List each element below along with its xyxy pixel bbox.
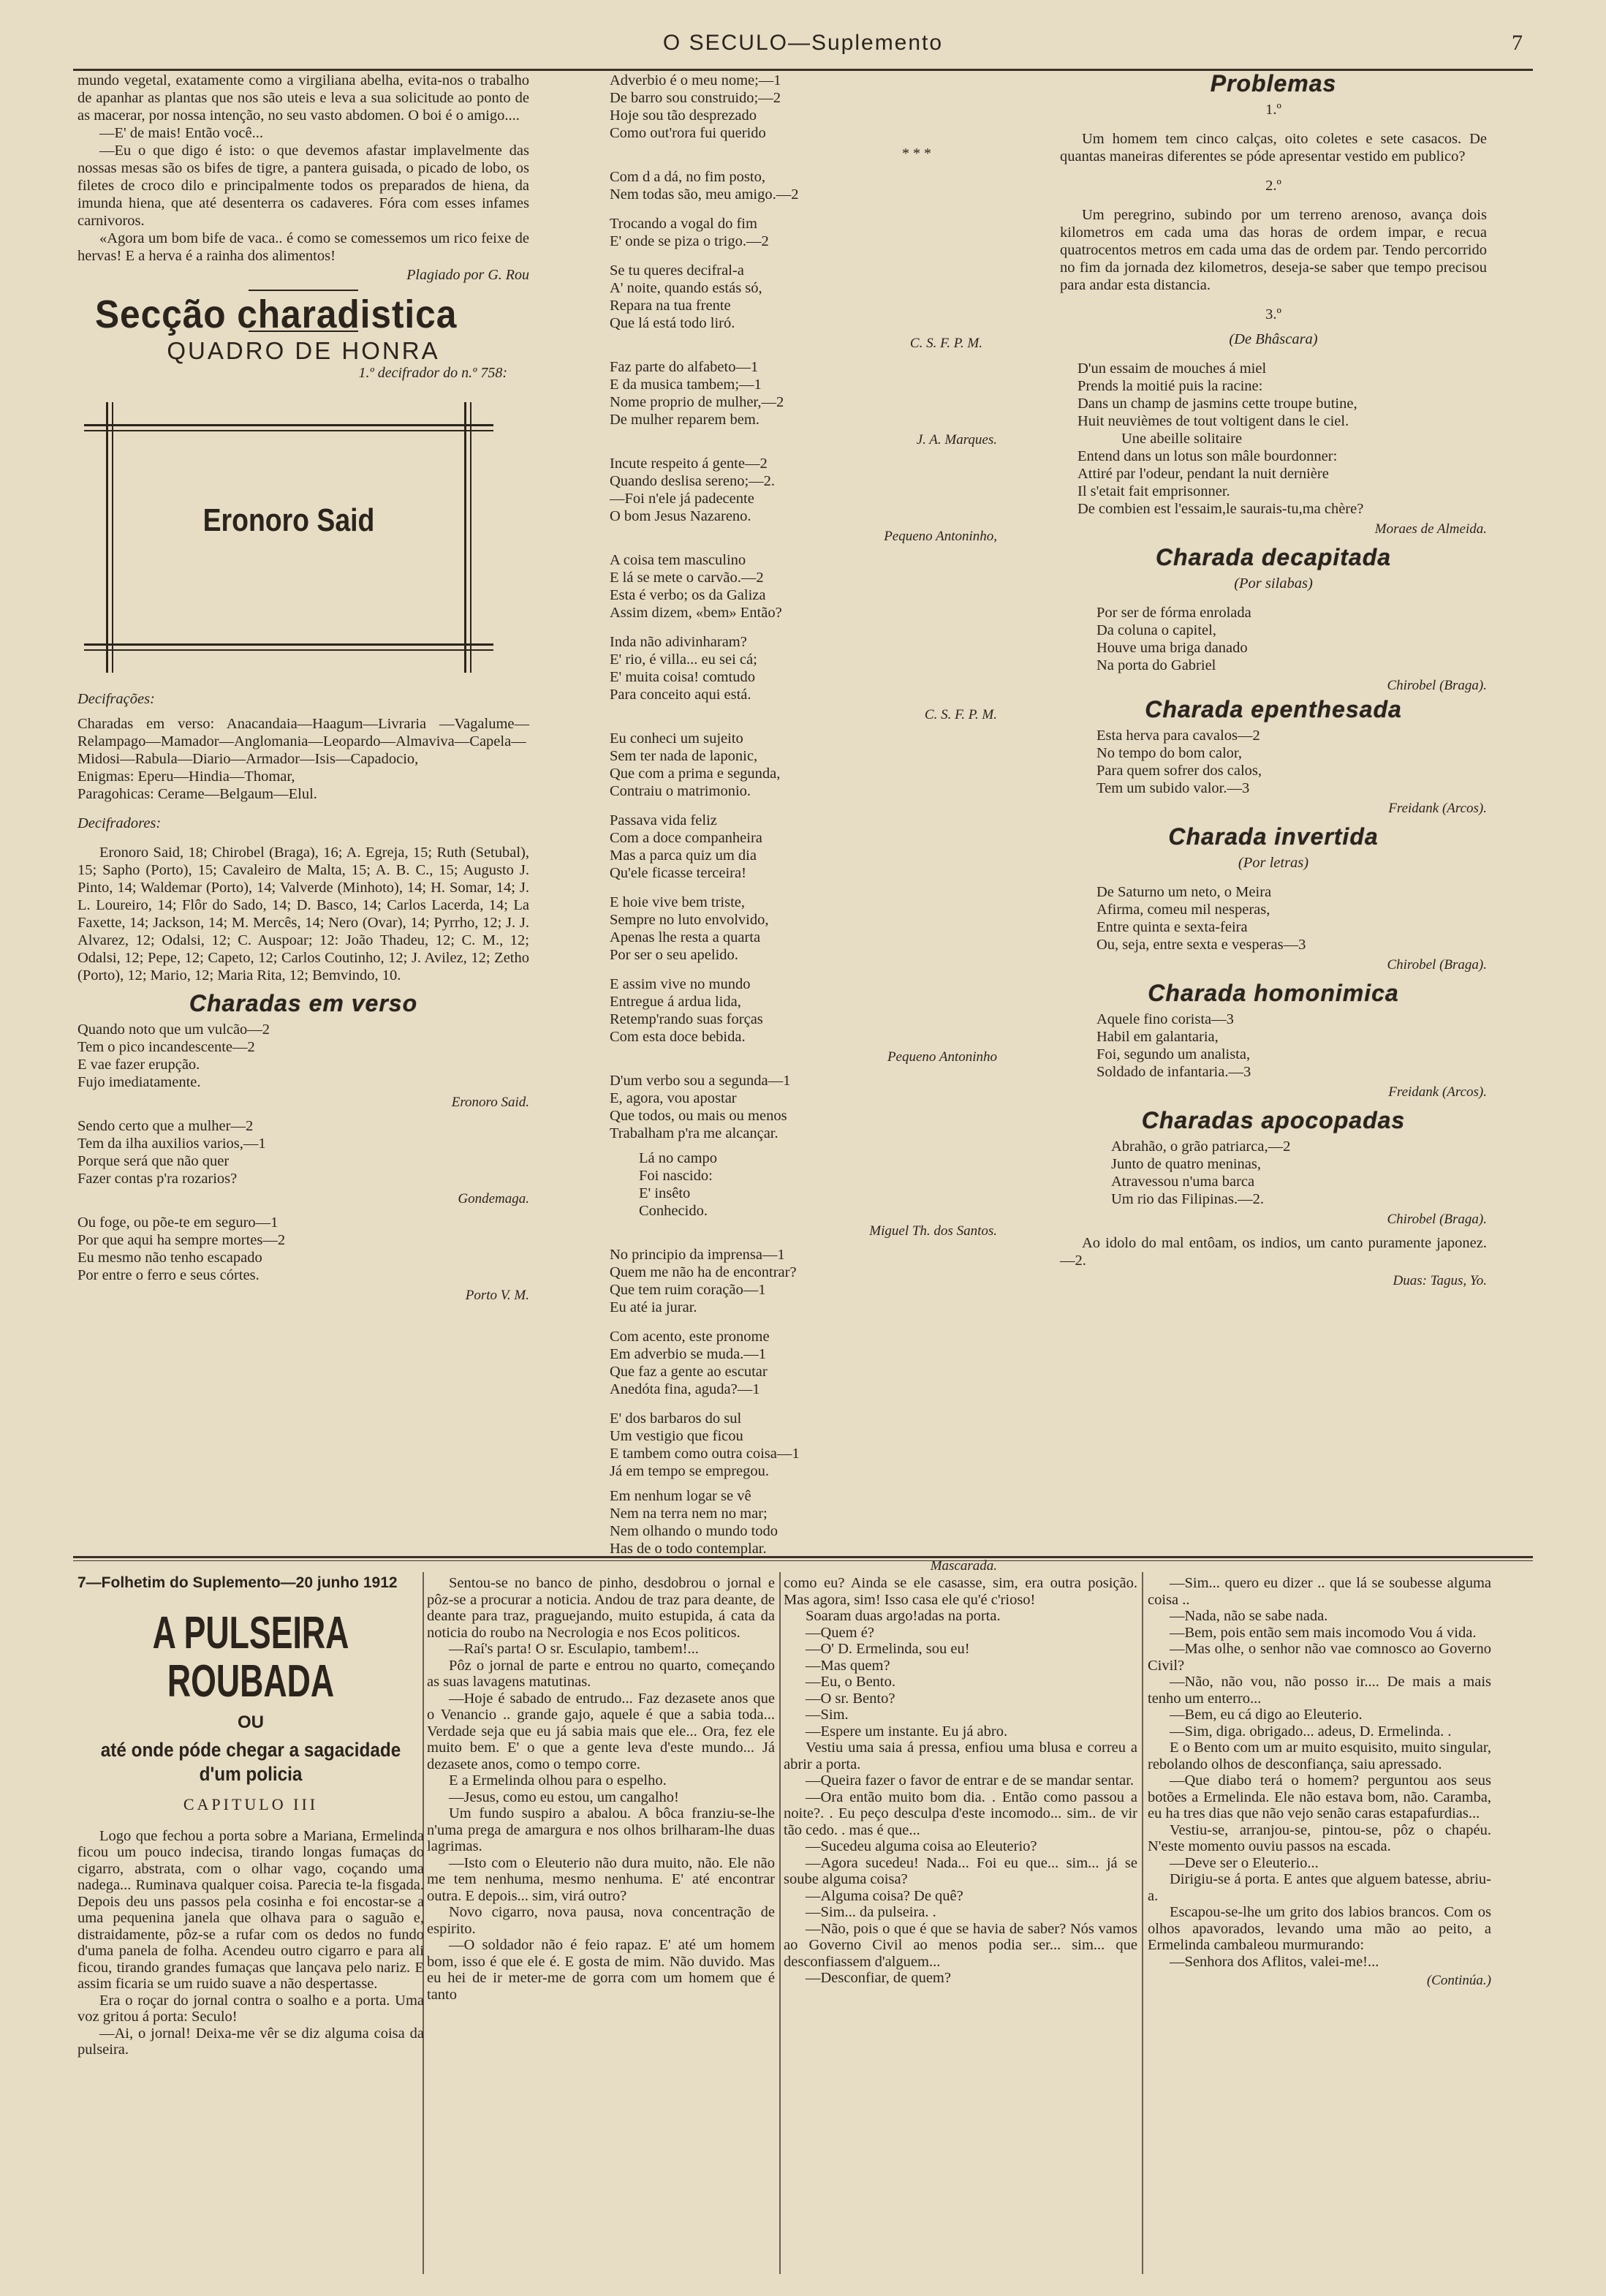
story-paragraph: —Sim... da pulseira. . xyxy=(806,1904,936,1920)
decifracoes-line: Enigmas: Eperu—Hindia—Thomar, xyxy=(77,769,295,785)
verse-signature: C. S. F. P. M. xyxy=(909,336,982,351)
epenthesada-title: Charada epenthesada xyxy=(1145,696,1402,722)
verse-line: Nem todas são, meu amigo.—2 xyxy=(610,186,799,203)
verse-signature: Eronoro Said. xyxy=(451,1095,529,1110)
story-paragraph: Era o roçar do jornal contra o soalho e a porta. Uma voz gritou á porta: Seculo! xyxy=(77,1992,424,2025)
verse-line: D'um verbo sou a segunda—1 xyxy=(610,1073,791,1089)
verse-line: Entend dans un lotus son mâle bourdonner: xyxy=(1077,448,1338,464)
verse-line: Quando noto que um vulcão—2 xyxy=(77,1022,270,1038)
verse-line: Huit neuvièmes de tout voltigent dans le ciel. xyxy=(1077,413,1349,429)
column-1 xyxy=(77,72,529,1310)
story-paragraph: Soaram duas argo!adas na porta. xyxy=(806,1608,1001,1624)
story-paragraph: Novo cigarro, nova pausa, nova concentração de espirito. xyxy=(427,1904,775,1937)
honor-name: Eronoro Said xyxy=(202,502,375,538)
story-paragraph: —Mas olhe, o senhor não vae comnosco ao Governo Civil? xyxy=(1148,1641,1491,1674)
verse-line: Por ser de fórma enrolada xyxy=(1096,605,1251,621)
decifradores-list: Eronoro Said, 18; Chirobel (Braga), 16; A. Egreja, 15; Ruth (Setubal), 15; Sapho (Porto), 15; Cavaleiro de Malta, 15; A. B. C., 15; Augusto J. Pinto, 14; Waldemar (Porto), 14; Valverde (Minhoto), 14; H. Somar, 14; J. L. Loureiro, 14; Flôr do Sado, 14; D. Basco, 14; Carlos Lacerda, 14; La Faxette, 14; Jackson, 14; M. Mercês, 14; Nero (Ovar), 14; Pyrrho, 12; J. J. Alvarez, 12; Odalsi, 12; C. Auspoar; 12: João Thadeu, 12; C. M., 12; Odalsi, 12; Pepe, 12; Capeto, 12; Carlos Coutinho, 12; J. Avilez, 12; Zetho (Porto), 12; Mario, 12; Maria Rita, 12; Bemvindo, 10. xyxy=(77,845,529,983)
story-paragraph: —Bem, pois então sem mais incomodo Vou á vida. xyxy=(1170,1624,1477,1641)
verse-line: Aquele fino corista—3 xyxy=(1096,1011,1234,1027)
story-paragraph: —Eu, o Bento. xyxy=(806,1674,895,1690)
verse-line: E vae fazer erupção. xyxy=(77,1057,200,1073)
story-paragraph: —Sim... quero eu dizer .. que lá se soubesse alguma coisa .. xyxy=(1148,1575,1491,1608)
problem-number: 1.º xyxy=(1265,102,1281,118)
verse-line: Para quem sofrer dos calos, xyxy=(1096,763,1262,779)
story-paragraph: —Mas quem? xyxy=(806,1657,890,1674)
verse-line: Junto de quatro meninas, xyxy=(1111,1156,1261,1172)
verse-line: Qu'ele ficasse terceira! xyxy=(610,865,746,881)
folhetim-header: 7—Folhetim do Suplemento—20 junho 1912 xyxy=(77,1574,398,1591)
story-paragraph: —Não, pois o que é que se havia de saber? Nós vamos ao Governo Civil ao menos podia ser... sim... que desconfiassem d'alguem... xyxy=(784,1920,1137,1970)
intro-paragraph: mundo vegetal, exatamente como a virgiliana abelha, evita-nos o trabalho de apanhar as plantas que nos são uteis e leva a sua solicitude ao ponto de as macerar, por nossa intenção, no seu vasto abdomen. O boi é o amigo.... xyxy=(77,72,529,124)
story-paragraph: como eu? Ainda se ele casasse, sim, era outra posição. Mas agora, sim! Isso casa ele qu'é c'rioso! xyxy=(784,1575,1137,1608)
verse-line: D'un essaim de mouches á miel xyxy=(1077,360,1267,377)
verse-line: Entre quinta e sexta-feira xyxy=(1096,919,1248,935)
verse-line: Hoje sou tão desprezado xyxy=(610,107,757,124)
decifracoes-line: Charadas em verso: Anacandaia—Haagum—Livraria —Vagalume—Relampago—Mamador—Anglomania—Leopardo—Almaviva—Capela—Midosi—Rabula—Diario—Armador—Isis—Capadocio, xyxy=(77,716,529,767)
invertida-title: Charada invertida xyxy=(1168,823,1379,850)
honor-frame xyxy=(84,402,493,673)
verse-signature: Mascarada. xyxy=(930,1558,997,1574)
verse-line: E' onde se piza o trigo.—2 xyxy=(610,233,769,249)
verse-signature: J. A. Marques. xyxy=(916,432,997,448)
verse-line: Nome proprio de mulher,—2 xyxy=(610,394,784,410)
verse-line: Por ser o seu apelido. xyxy=(610,947,738,963)
verse-line: Quando deslisa sereno;—2. xyxy=(610,473,776,489)
story-paragraph: —O sr. Bento? xyxy=(806,1690,895,1707)
verse-signature: Chirobel (Braga). xyxy=(1387,678,1487,693)
verse-line: A coisa tem masculino xyxy=(610,552,746,568)
verse-line: Mas a parca quiz um dia xyxy=(610,847,757,864)
verse-line: Afirma, comeu mil nesperas, xyxy=(1096,902,1270,918)
problem-number: 2.º xyxy=(1265,178,1281,194)
verse-line: Fazer contas p'ra rozarios? xyxy=(77,1171,238,1187)
verse-line: Se tu queres decifral-a xyxy=(610,263,744,279)
story-paragraph: —Agora sucedeu! Nada... Foi eu que... sim... já se soube alguma coisa? xyxy=(784,1854,1137,1887)
verse-line: Abrahão, o grão patriarca,—2 xyxy=(1111,1138,1291,1155)
verse-line: Adverbio é o meu nome;—1 xyxy=(610,72,781,88)
story-paragraph: —Bem, eu cá digo ao Eleuterio. xyxy=(1170,1707,1363,1723)
verse-line: Nem na terra nem no mar; xyxy=(610,1506,768,1522)
verse-signature: Chirobel (Braga). xyxy=(1387,957,1487,973)
intro-paragraph: «Agora um bom bife de vaca.. é como se comessemos um rico feixe de hervas! E a herva é a rainha dos alimentos! xyxy=(77,230,529,264)
verse-line: Com esta doce bebida. xyxy=(610,1029,746,1045)
story-paragraph: E o Bento com um ar muito esquisito, muito singular, rebolando olhos de desconfiança, saiu apressado. xyxy=(1148,1740,1491,1772)
verse-line: Habil em galantaria, xyxy=(1096,1029,1219,1045)
verse-line: —Foi n'ele já padecente xyxy=(610,491,754,507)
story-subtitle: até onde póde chegar a sagacidade d'um policia xyxy=(100,1739,401,1785)
story-paragraph: —Desconfiar, de quem? xyxy=(806,1970,951,1986)
intro-signature: Plagiado por G. Rou xyxy=(406,267,529,283)
verse-line: E da musica tambem;—1 xyxy=(610,377,762,393)
verse-line: Inda não adivinharam? xyxy=(610,634,747,650)
story-paragraph: Sentou-se no banco de pinho, desdobrou o jornal e pôz-se a procurar a noticia. Andou de traz para deante, de deante para traz, praguejando, muito estupida, á cata da noticia do roubo na Necrologia e nos Ecos politicos. xyxy=(427,1575,775,1641)
verse-line: E' insêto xyxy=(639,1185,691,1201)
verse-line: Nem olhando o mundo todo xyxy=(610,1523,779,1539)
verse-line: Soldado de infantaria.—3 xyxy=(1096,1064,1251,1080)
page-title: O SECULO—Suplemento xyxy=(662,31,944,55)
verse-signature: Chirobel (Braga). xyxy=(1387,1212,1487,1227)
decifracoes-label: Decifrações: xyxy=(77,691,155,707)
verse-line: Anedóta fina, aguda?—1 xyxy=(610,1381,760,1397)
verse-line: Tem da ilha auxilios varios,—1 xyxy=(77,1136,266,1152)
verse-line: Apenas lhe resta a quarta xyxy=(610,929,761,945)
verse-line: Na porta do Gabriel xyxy=(1096,657,1216,673)
verse-line: Ou foge, ou põe-te em seguro—1 xyxy=(77,1215,279,1231)
verse-signature: Duas: Tagus, Yo. xyxy=(1393,1273,1487,1288)
story-paragraph: —Deve ser o Eleuterio... xyxy=(1170,1854,1319,1871)
verse-line: E' rio, é villa... eu sei cá; xyxy=(610,652,757,668)
verse-line: Tem um subido valor.—3 xyxy=(1096,780,1250,796)
story-paragraph: —Isto com o Eleuterio não dura muito, não. Ele não me tem nenhuma, mesmo nenhuma. E' até encontrar outra. E depois... sim, virá outro? xyxy=(427,1854,775,1904)
story-paragraph: —Sim, diga. obrigado... adeus, D. Ermelinda. . xyxy=(1170,1723,1452,1740)
verse-line: Esta herva para cavalos—2 xyxy=(1096,728,1260,744)
problem-source: (De Bhâscara) xyxy=(1229,331,1318,347)
story-paragraph: —Senhora dos Aflitos, valei-me!... xyxy=(1170,1953,1379,1970)
verse-signature: Freidank (Arcos). xyxy=(1388,801,1487,816)
verse-line: Foi, segundo um analista, xyxy=(1096,1046,1251,1062)
column-2 xyxy=(610,72,997,1581)
story-paragraph: —Quem é? xyxy=(806,1624,874,1641)
story-paragraph: —O' D. Ermelinda, sou eu! xyxy=(806,1641,970,1657)
final-charada: Ao idolo do mal entôam, os indios, um canto puramente japonez.—2. xyxy=(1060,1235,1487,1269)
verse-line: Já em tempo se empregou. xyxy=(610,1463,770,1479)
problem-text: Um homem tem cinco calças, oito coletes e sete casacos. De quantas maneiras diferentes se póde apresentar vestido em publico? xyxy=(1060,131,1487,165)
story-ou: OU xyxy=(238,1712,264,1732)
verse-line: Sem ter nada de laponic, xyxy=(610,748,758,764)
verse-line: Ou, seja, entre sexta e vesperas—3 xyxy=(1096,937,1306,953)
problemas-title: Problemas xyxy=(1210,70,1337,97)
verse-line: Trocando a vogal do fim xyxy=(610,216,757,232)
verse-signature: Pequeno Antoninho, xyxy=(884,529,997,544)
verse-line: De Saturno um neto, o Meira xyxy=(1096,884,1272,900)
page-header xyxy=(73,31,1533,67)
column-divider xyxy=(1142,1572,1143,2274)
folhetim-rule xyxy=(73,1560,1533,1561)
problem-number: 3.º xyxy=(1265,306,1281,322)
story-paragraph: Logo que fechou a porta sobre a Mariana, Ermelinda ficou um pouco indecisa, tirando longas fumaças do cigarro, abstrata, com o olhar vago, coçando uma nadega... Ruminava qualquer coisa. Parecia te-la fisgada. Depois deu uns passos pela cosinha e foi encostar-se a uma pequenina janela que olhava para o saguão e, distraidamente, pôz-se a rufar com os dedos no fundo d'uma panela de folha. Acendeu outro cigarro e para ali ficou, tirando grandes fumaças que lançava pelo nariz. E assim ficaria se um ruido suave a não despertasse. xyxy=(77,1827,424,1992)
story-paragraph: —Alguma coisa? De quê? xyxy=(806,1887,963,1904)
verse-line: Por que aqui ha sempre mortes—2 xyxy=(77,1232,286,1248)
verse-signature: Miguel Th. dos Santos. xyxy=(869,1223,997,1239)
verse-line: Um vestigio que ficou xyxy=(610,1428,743,1444)
verse-line: Passava vida feliz xyxy=(610,812,717,828)
verse-line: E tambem como outra coisa—1 xyxy=(610,1446,800,1462)
folhetim-column-1 xyxy=(77,1575,424,2058)
decapitada-subtitle: (Por silabas) xyxy=(1234,575,1313,592)
folhetim-rule xyxy=(73,1556,1533,1558)
verse-line: Il s'etait fait emprisonner. xyxy=(1077,483,1230,499)
verse-line: Que todos, ou mais ou menos xyxy=(610,1108,787,1124)
verse-line: Eu até ia jurar. xyxy=(610,1299,697,1315)
verse-line: Porque será que não quer xyxy=(77,1153,230,1169)
verse-line: Entregue á ardua lida, xyxy=(610,994,741,1010)
story-paragraph: —Que diabo terá o homem? perguntou aos seus botões a Ermelinda. Ele não estava bom, não. Caramba, eu ha tres dias que não vejo senão caras estapafurdias... xyxy=(1148,1772,1491,1821)
verse-line: Trabalham p'ra me alcançar. xyxy=(610,1125,779,1141)
intro-paragraph: —Eu o que digo é isto: o que devemos afastar implavelmente das nossas mesas são os bifes de tigre, a pantera guisada, o picado de lobo, os filetes de croco dilo e principalmente todos os preparados de hiena, da imunda hiena, que até desenterra os cadaveres. Fóra com esses infames carnivoros. xyxy=(77,143,529,229)
verse-line: Que lá está todo liró. xyxy=(610,315,735,331)
story-paragraph: E a Ermelinda olhou para o espelho. xyxy=(449,1772,667,1789)
verse-line: Em nenhum logar se vê xyxy=(610,1488,751,1504)
verse-line: Da coluna o capitel, xyxy=(1096,622,1216,638)
apocopadas-title: Charadas apocopadas xyxy=(1141,1107,1406,1133)
verse-line: Houve uma briga danado xyxy=(1096,640,1248,656)
verse-line: Lá no campo xyxy=(639,1150,718,1166)
chapter-title: CAPITULO III xyxy=(183,1795,319,1813)
verse-line: A' noite, quando estás só, xyxy=(610,280,762,296)
story-paragraph: Vestiu-se, arranjou-se, pintou-se, pôz o chapéu. N'este momento ouviu passos na escada. xyxy=(1148,1821,1491,1854)
verse-line: Sendo certo que a mulher—2 xyxy=(77,1118,254,1134)
first-decifrador-label: 1.º decifrador do n.º 758: xyxy=(358,365,507,381)
verse-line: De barro sou construido;—2 xyxy=(610,90,781,106)
verse-line: Que tem ruim coração—1 xyxy=(610,1282,766,1298)
story-paragraph: Vestiu uma saia á pressa, enfiou uma blusa e correu a abrir a porta. xyxy=(784,1740,1137,1772)
invertida-subtitle: (Por letras) xyxy=(1238,855,1309,871)
verse-line: Quem me não ha de encontrar? xyxy=(610,1264,797,1280)
verse-line: Um rio das Filipinas.—2. xyxy=(1111,1191,1264,1207)
verse-line: Como out'rora fui querido xyxy=(610,125,766,141)
folhetim-column-2 xyxy=(427,1575,775,2003)
verse-line: O bom Jesus Nazareno. xyxy=(610,508,751,524)
story-paragraph: —Queira fazer o favor de entrar e de se mandar sentar. xyxy=(806,1772,1135,1789)
verse-signature: Moraes de Almeida. xyxy=(1374,521,1487,537)
verse-signature: C. S. F. P. M. xyxy=(924,707,997,722)
verse-line: Atravessou n'uma barca xyxy=(1111,1174,1255,1190)
separator-stars: * * * xyxy=(902,146,931,162)
verse-line: Has de o todo contemplar. xyxy=(610,1541,767,1557)
verse-line: Foi nascido: xyxy=(639,1168,713,1184)
story-paragraph: Pôz o jornal de parte e entrou no quarto, começando as suas lavagens matutinas. xyxy=(427,1657,775,1690)
decapitada-title: Charada decapitada xyxy=(1155,544,1392,570)
decifradores-label: Decifradores: xyxy=(77,815,162,831)
page-number: 7 xyxy=(1512,31,1523,55)
verse-line: Contraiu o matrimonio. xyxy=(610,783,751,799)
column-3 xyxy=(1060,72,1487,1296)
verse-line: De combien est l'essaim,le saurais-tu,ma chère? xyxy=(1077,501,1364,517)
verse-line: No principio da imprensa—1 xyxy=(610,1247,785,1263)
homonimica-title: Charada homonimica xyxy=(1148,980,1399,1006)
verse-line: E' dos barbaros do sul xyxy=(610,1411,742,1427)
story-paragraph: —Hoje é sabado de entrudo... Faz dezasete anos que o Venancio .. grande gajo, aquele é que a sabia toda... Verdade seja que eu já sabia mais que ele... Ora, fez ele muito bem. E' o que a gente leva d'este mundo... Já dezasete anos, como o tempo corre. xyxy=(427,1690,775,1772)
verse-line: Que com a prima e segunda, xyxy=(610,766,781,782)
verse-line: Esta é verbo; os da Galiza xyxy=(610,587,766,603)
story-paragraph: —Sim. xyxy=(806,1707,849,1723)
story-paragraph: —O soldador não é feio rapaz. E' até um homem bom, isso é que ele é. E gosta de mim. Não duvido. Mas eu hei de ir meter-me de gorra com um homem que é tanto xyxy=(427,1937,775,2003)
verse-signature: Gondemaga. xyxy=(458,1191,529,1206)
verse-signature: Porto V. M. xyxy=(465,1288,529,1303)
continua-label: (Continúa.) xyxy=(1426,1973,1491,1988)
verse-line: E hoie vive bem triste, xyxy=(610,894,746,910)
verse-line: Une abeille solitaire xyxy=(1121,431,1243,447)
folhetim-column-3 xyxy=(784,1575,1137,1987)
section-title: Secção charadistica xyxy=(95,292,458,336)
story-title: A PULSEIRA ROUBADA xyxy=(152,1607,349,1707)
story-paragraph: —Raí's parta! O sr. Esculapio, tambem!... xyxy=(449,1641,699,1657)
verse-line: Por entre o ferro e seus córtes. xyxy=(77,1267,260,1283)
verse-line: Fujo imediatamente. xyxy=(77,1074,201,1090)
decifracoes-line: Paragohicas: Cerame—Belgaum—Elul. xyxy=(77,786,317,802)
verse-line: Sempre no luto envolvido, xyxy=(610,912,769,928)
story-paragraph: —Jesus, como eu estou, um cangalho! xyxy=(449,1789,679,1805)
verse-line: De mulher reparem bem. xyxy=(610,412,760,428)
verse-line: No tempo do bom calor, xyxy=(1096,745,1243,761)
story-paragraph: —Não, não vou, não posso ir.... De mais a mais tenho um enterro... xyxy=(1148,1674,1491,1707)
story-paragraph: —Sucedeu alguma coisa ao Eleuterio? xyxy=(806,1838,1037,1854)
problem-text: Um peregrino, subindo por um terreno arenoso, avança dois kilometros em cada uma das horas de ordem impar, e recua quatrocentos metros em cada uma das de ordem par. Tendo percorrido no fim da jornada dez kilometros, deseja-se saber que tempo precisou para andar esta distancia. xyxy=(1060,207,1487,293)
verse-line: E lá se mete o carvão.—2 xyxy=(610,570,764,586)
verse-line: E' muita coisa! comtudo xyxy=(610,669,755,685)
story-paragraph: Um fundo suspiro a abalou. A bôca franziu-se-lhe n'uma prega de amargura e nos olhos brilharam-lhe duas lagrimas. xyxy=(427,1805,775,1854)
verse-line: Com acento, este pronome xyxy=(610,1329,770,1345)
verse-line: Com a doce companheira xyxy=(610,830,762,846)
verse-signature: Freidank (Arcos). xyxy=(1388,1084,1487,1100)
verse-line: Incute respeito á gente—2 xyxy=(610,456,768,472)
verse-line: Prends la moitié puis la racine: xyxy=(1077,378,1263,394)
verse-line: Attiré par l'odeur, pendant la nuit dernière xyxy=(1077,466,1329,482)
verse-line: Tem o pico incandescente—2 xyxy=(77,1039,255,1055)
intro-paragraph: —E' de mais! Então você... xyxy=(99,125,263,141)
verse-line: Dans un champ de jasmins cette troupe butine, xyxy=(1077,396,1357,412)
verse-signature: Pequeno Antoninho xyxy=(887,1049,997,1065)
honor-title: QUADRO DE HONRA xyxy=(167,337,440,364)
folhetim-column-4 xyxy=(1148,1575,1491,1995)
verse-line: E assim vive no mundo xyxy=(610,976,751,992)
story-paragraph: —Espere um instante. Eu já abro. xyxy=(806,1723,1008,1740)
verse-line: Que faz a gente ao escutar xyxy=(610,1364,768,1380)
ornament-rule xyxy=(249,290,358,291)
verse-line: Conhecido. xyxy=(639,1203,708,1219)
verse-line: Eu mesmo não tenho escapado xyxy=(77,1250,262,1266)
verse-line: E, agora, vou apostar xyxy=(610,1090,737,1106)
verse-line: Com d a dá, no fim posto, xyxy=(610,169,765,185)
story-paragraph: —Ai, o jornal! Deixa-me vêr se diz alguma coisa da pulseira. xyxy=(77,2025,424,2058)
verse-line: Em adverbio se muda.—1 xyxy=(610,1346,767,1362)
verse-line: Retemp'rando suas forças xyxy=(610,1011,763,1027)
verse-line: Faz parte do alfabeto—1 xyxy=(610,359,759,375)
story-paragraph: —Ora então muito bom dia. . Então como passou a noite?. . Eu peço desculpa d'este incomodo... sim.. de vir tão cedo. . mas é que... xyxy=(784,1789,1137,1838)
verse-line: Eu conheci um sujeito xyxy=(610,730,743,747)
story-paragraph: Dirigiu-se á porta. E antes que alguem batesse, abriu-a. xyxy=(1148,1871,1491,1904)
verse-line: Assim dizem, «bem» Então? xyxy=(610,605,782,621)
story-paragraph: Escapou-se-lhe um grito dos labios brancos. Com os olhos apavorados, levando uma mão ao peito, a Ermelinda cambaleou murmurando: xyxy=(1148,1904,1491,1953)
charadas-verso-title: Charadas em verso xyxy=(189,990,418,1016)
verse-line: Repara na tua frente xyxy=(610,298,731,314)
verse-line: Para conceito aqui está. xyxy=(610,687,751,703)
story-paragraph: —Nada, não se sabe nada. xyxy=(1170,1608,1328,1624)
column-divider xyxy=(779,1572,781,2274)
